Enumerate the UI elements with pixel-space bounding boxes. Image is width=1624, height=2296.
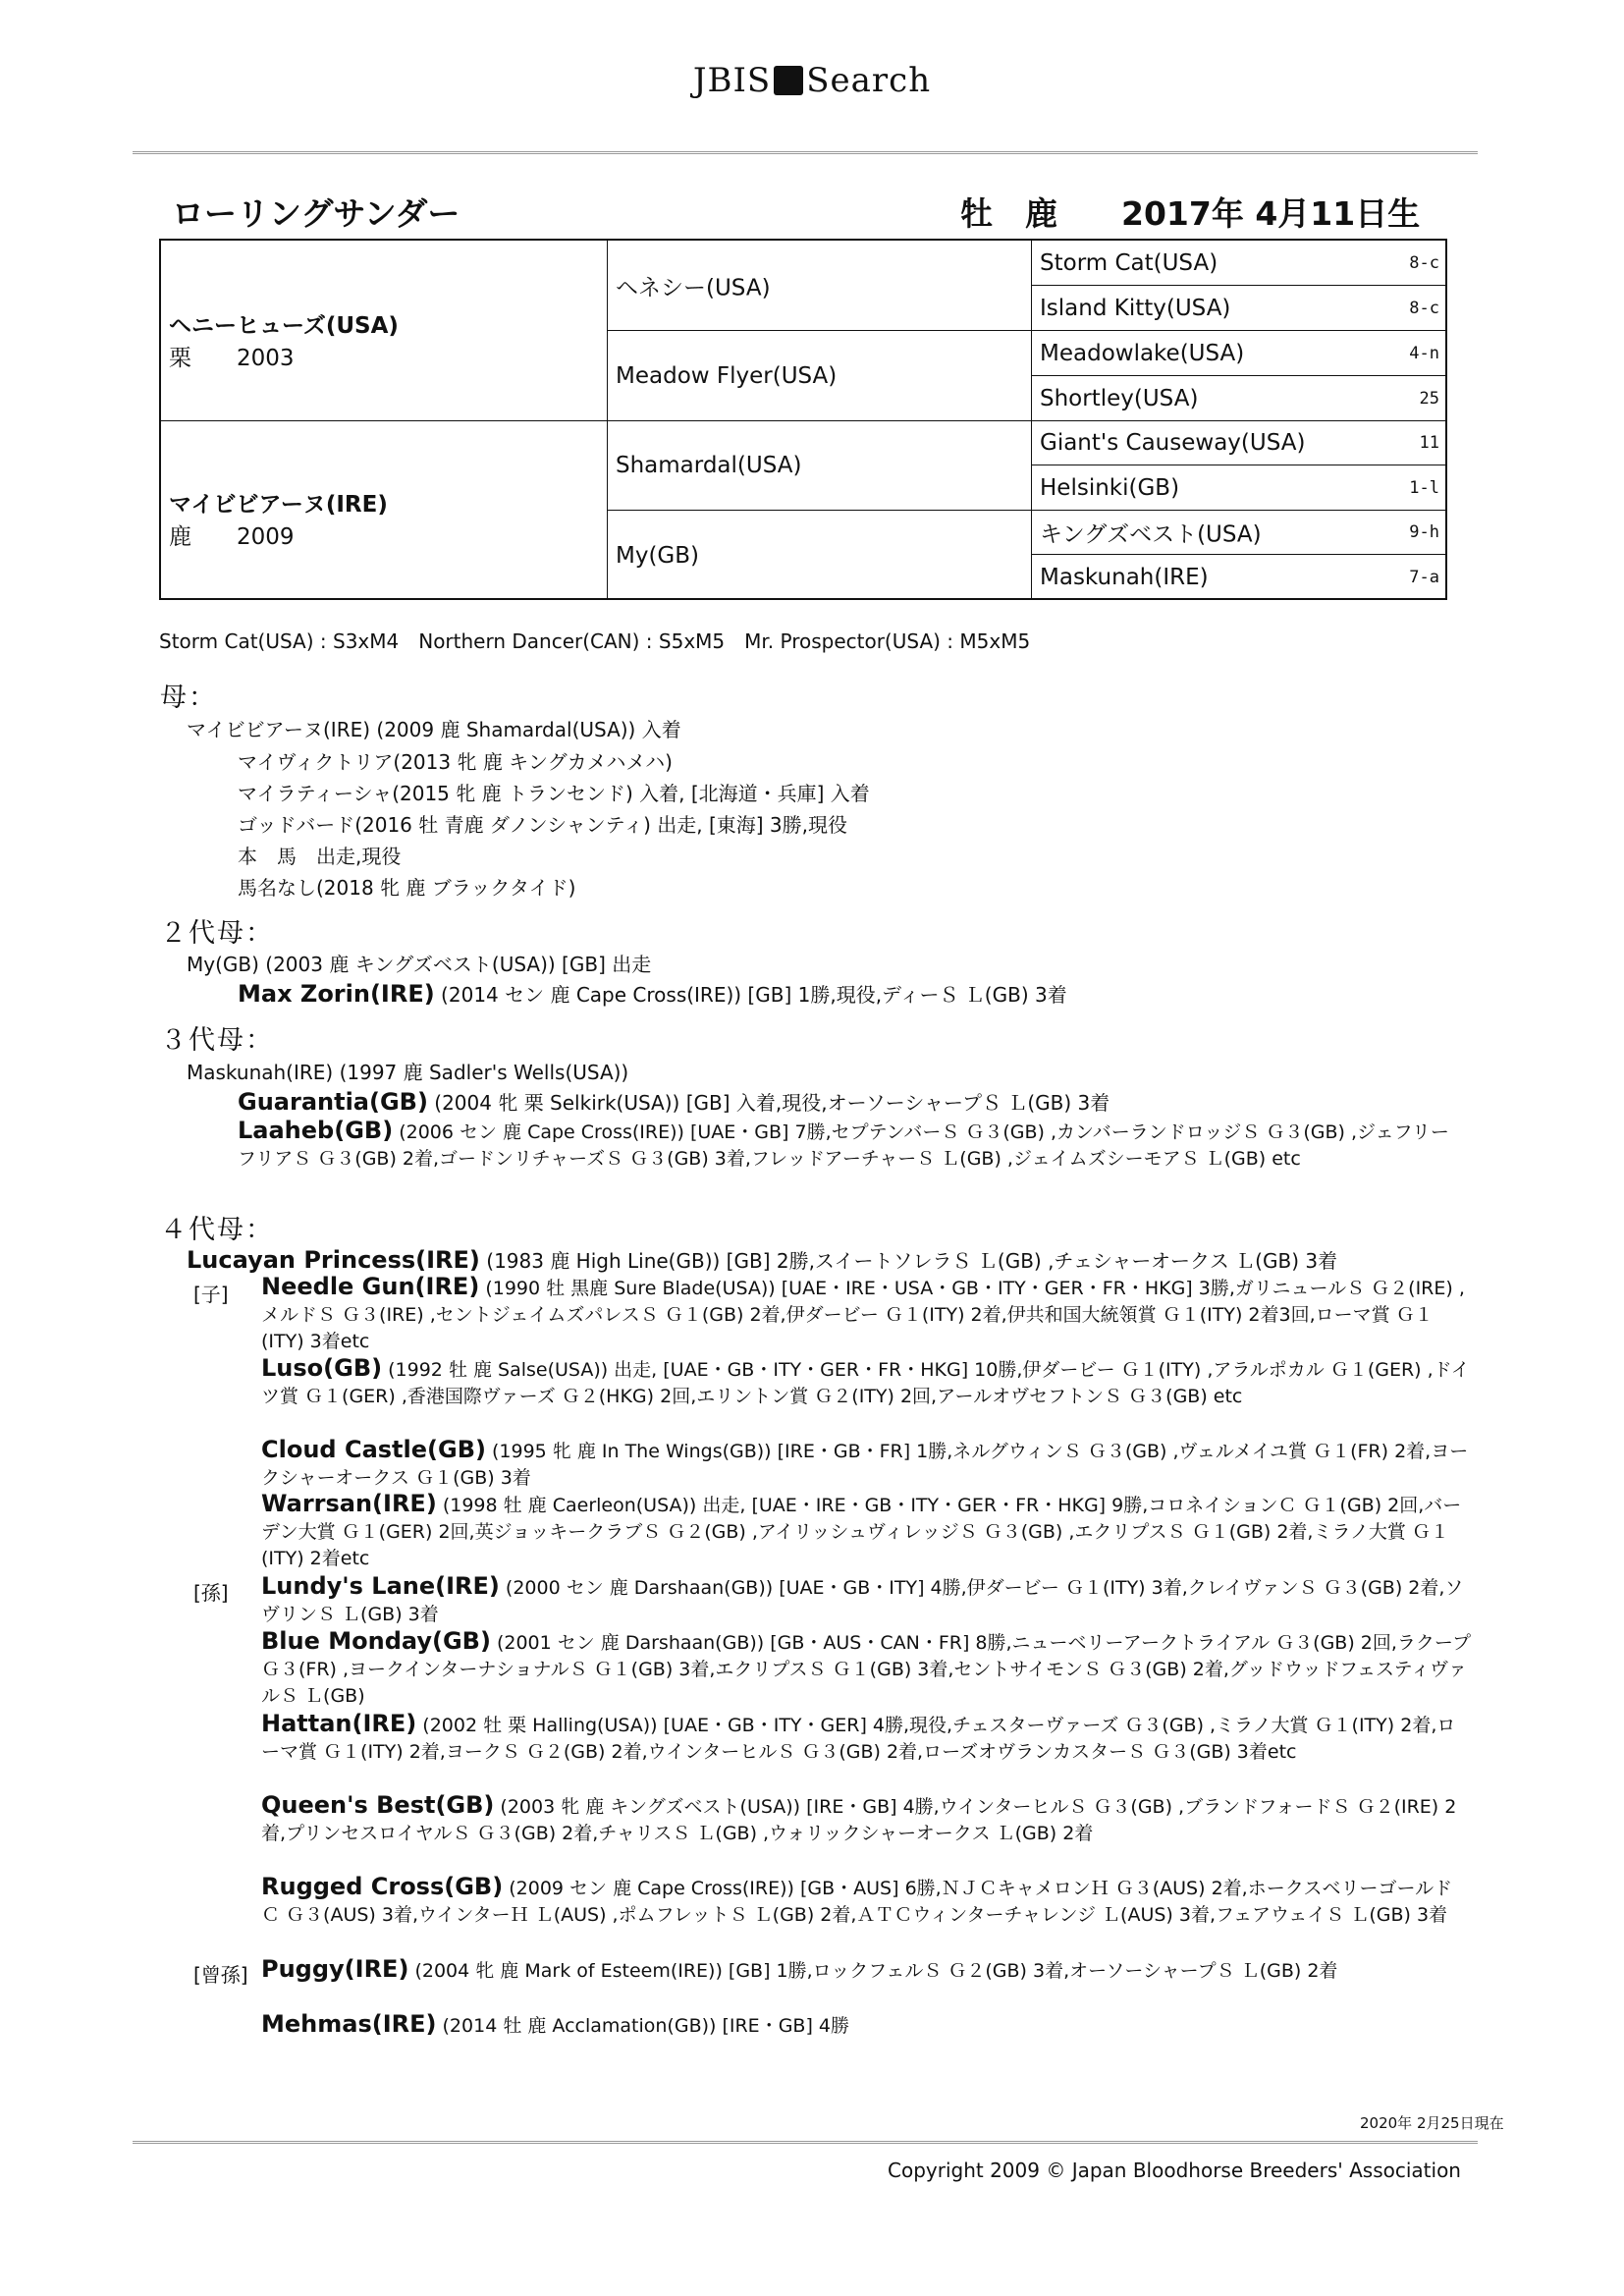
dam-child-item: 本 馬 出走,現役	[238, 845, 402, 868]
horse-sex-color: 牡 鹿	[960, 194, 1057, 233]
greatgrandparent-name: キングズベスト(USA)	[1040, 521, 1262, 548]
grandparent-name: ヘネシー(USA)	[616, 275, 771, 301]
header-divider	[133, 151, 1478, 154]
descendant-info: (2001 セン 鹿 Darshaan(GB)) [GB・AUS・CAN・FR] 8勝,ニューベリーアークトライアル Ｇ３(GB) 2回,ラクープ Ｇ３(FR) ,ヨークインターナショナルＳ Ｇ１(GB) 3着,エクリプスＳ Ｇ１(GB) 3着,セントサイモンＳ Ｇ３(GB) 2着,グッドウッドフェスティヴァルＳ Ｌ(GB)	[261, 1632, 1471, 1707]
third-dam-child-info: (2004 牝 栗 Selkirk(USA)) [GB] 入着,現役,オーソーシャープＳ Ｌ(GB) 3着	[427, 1091, 1110, 1115]
inbreeding-summary: Storm Cat(USA) : S3xM4 Northern Dancer(CAN) : S5xM5 Mr. Prospector(USA) : M5xM5	[159, 629, 1031, 653]
horse-birthdate: 2017年 4月11日生	[1121, 194, 1421, 233]
sire-info: 栗 2003	[169, 346, 295, 371]
generation-tag-greatgrandchild: [曾孫]	[193, 1963, 248, 1987]
horse-name: ローリングサンダー	[172, 194, 460, 233]
descendant-entry	[261, 1355, 1471, 1410]
greatgrandparent-name: Maskunah(IRE)	[1040, 565, 1209, 590]
dam-info: 鹿 2009	[169, 524, 295, 550]
generation-tag-grandchild: [孫]	[193, 1581, 229, 1605]
pedigree-greatgrandparent-cell	[1032, 465, 1445, 511]
descendant-name: Puggy(IRE)	[261, 1955, 409, 1983]
dam-child-item: マイヴィクトリア(2013 牝 鹿 キングカメハメハ)	[238, 750, 673, 774]
descendant-entry	[261, 1437, 1471, 1492]
third-dam-child-name: Laaheb(GB)	[238, 1117, 394, 1144]
descendant-info: (1992 牡 鹿 Salse(USA)) 出走, [UAE・GB・ITY・GER・FR・HKG] 10勝,伊ダービー Ｇ１(ITY) ,アラルポカル Ｇ１(GER) ,ドイツ賞 Ｇ１(GER) ,香港国際ヴァーズ Ｇ２(HKG) 2回,エリントン賞 Ｇ２(ITY) 2回,アールオヴセフトンＳ Ｇ３(GB) etc	[261, 1359, 1470, 1407]
logo-text-search: Search	[806, 61, 932, 100]
descendant-name: Hattan(IRE)	[261, 1710, 417, 1737]
pedigree-greatgrandparent-cell	[1032, 331, 1445, 376]
horse-logo-icon	[774, 66, 803, 95]
grandparent-name: Shamardal(USA)	[616, 453, 802, 478]
dam-name: マイビビアーヌ(IRE)	[169, 492, 388, 518]
dam-child-item: 馬名なし(2018 牝 鹿 ブラックタイド)	[238, 876, 576, 900]
pedigree-dam-cell	[161, 421, 608, 600]
grandparent-name: Meadow Flyer(USA)	[616, 362, 838, 389]
descendant-entry	[261, 1711, 1471, 1766]
dam-child-item: ゴッドバード(2016 牡 青鹿 ダノンシャンティ) 出走, [東海] 3勝,現役	[238, 813, 847, 837]
pedigree-greatgrandparent-cell	[1032, 376, 1445, 421]
descendant-info: (2000 セン 鹿 Darshaan(GB)) [UAE・GB・ITY] 4勝,伊ダービー Ｇ１(ITY) 3着,クレイヴァンＳ Ｇ３(GB) 2着,ソヴリンＳ Ｌ(GB) 3着	[261, 1577, 1464, 1625]
descendant-info: (1995 牝 鹿 In The Wings(GB)) [IRE・GB・FR] 1勝,ネルグウィンＳ Ｇ３(GB) ,ヴェルメイユ賞 Ｇ１(FR) 2着,ヨークシャーオークス Ｇ１(GB) 3着	[261, 1441, 1469, 1489]
descendant-entry	[261, 1792, 1471, 1847]
descendant-entry	[261, 1491, 1471, 1572]
second-dam-entry	[187, 949, 651, 977]
dam-entry	[187, 714, 681, 742]
third-dam-name: Maskunah(IRE)	[187, 1061, 334, 1084]
family-number: 7-a	[1409, 568, 1439, 587]
descendant-entry	[261, 1874, 1471, 1929]
jbis-search-logo	[0, 61, 1624, 100]
pedigree-greatgrandparent-cell	[1032, 555, 1445, 600]
greatgrandparent-name: Meadowlake(USA)	[1040, 340, 1245, 366]
descendant-info: (2004 牝 鹿 Mark of Esteem(IRE)) [GB] 1勝,ロックフェルＳ Ｇ２(GB) 3着,オーソーシャープＳ Ｌ(GB) 2着	[408, 1960, 1338, 1982]
greatgrandparent-name: Giant's Causeway(USA)	[1040, 430, 1306, 456]
dam-heading: 母：	[160, 683, 217, 713]
descendant-name: Blue Monday(GB)	[261, 1627, 491, 1655]
greatgrandparent-name: Island Kitty(USA)	[1040, 295, 1231, 321]
dam-entry-info: (2009 鹿 Shamardal(USA)) 入着	[370, 718, 681, 741]
descendant-info: (2002 牡 栗 Halling(USA)) [UAE・GB・ITY・GER] 4勝,現役,チェスターヴァーズ Ｇ３(GB) ,ミラノ大賞 Ｇ１(ITY) 2着,ローマ賞 Ｇ１(ITY) 2着,ヨークＳ Ｇ２(GB) 2着,ウインターヒルＳ Ｇ３(GB) 2着,ローズオヴランカスターＳ Ｇ３(GB) 3着etc	[261, 1715, 1456, 1763]
descendant-entry	[261, 1274, 1471, 1355]
family-number: 8-c	[1409, 252, 1439, 273]
third-dam-child	[238, 1118, 1465, 1173]
descendant-info: (2014 牡 鹿 Acclamation(GB)) [IRE・GB] 4勝	[436, 2015, 849, 2037]
descendant-entry	[261, 1628, 1471, 1710]
descendant-info: (1990 牡 黒鹿 Sure Blade(USA)) [UAE・IRE・USA・GB・ITY・GER・FR・HKG] 3勝,ガリニュールＳ Ｇ２(IRE) ,メルドＳ Ｇ３(IRE) ,セントジェイムズパレスＳ Ｇ１(GB) 2着,伊ダービー Ｇ１(ITY) 2着,伊共和国大統領賞 Ｇ１(ITY) 2着3回,ローマ賞 Ｇ１(ITY) 3着etc	[261, 1278, 1465, 1352]
descendant-name: Cloud Castle(GB)	[261, 1436, 486, 1463]
descendant-entry	[261, 1956, 1471, 1985]
pedigree-sire-cell	[161, 241, 608, 421]
descendant-entry	[261, 1573, 1471, 1628]
greatgrandparent-name: Storm Cat(USA)	[1040, 249, 1218, 276]
second-dam-child-info: (2014 セン 鹿 Cape Cross(IRE)) [GB] 1勝,現役,ディーＳ Ｌ(GB) 3着	[434, 983, 1067, 1007]
pedigree-greatgrandparent-cell	[1032, 241, 1445, 286]
third-dam-entry	[187, 1057, 628, 1085]
pedigree-greatgrandparent-cell	[1032, 421, 1445, 465]
pedigree-grandparent-cell	[608, 331, 1032, 421]
sire-name: ヘニーヒューズ(USA)	[169, 313, 399, 339]
family-number: 8-c	[1409, 298, 1439, 318]
fourth-dam-info: (1983 鹿 High Line(GB)) [GB] 2勝,スイートソレラＳ Ｌ(GB) ,チェシャーオークス Ｌ(GB) 3着	[479, 1249, 1338, 1273]
family-number: 4-n	[1409, 343, 1439, 363]
descendant-name: Lundy's Lane(IRE)	[261, 1572, 500, 1600]
third-dam-info: (1997 鹿 Sadler's Wells(USA))	[333, 1061, 629, 1084]
second-dam-heading: ２代母：	[160, 918, 274, 949]
third-dam-child	[238, 1087, 1110, 1116]
pedigree-grandparent-cell	[608, 421, 1032, 511]
descendant-name: Rugged Cross(GB)	[261, 1873, 504, 1900]
as-of-date: 2020年 2月25日現在	[1360, 2114, 1504, 2132]
logo-text-jbis: JBIS	[692, 61, 772, 100]
fourth-dam-heading: ４代母：	[160, 1215, 274, 1245]
third-dam-child-name: Guarantia(GB)	[238, 1088, 428, 1116]
descendant-info: (1998 牡 鹿 Caerleon(USA)) 出走, [UAE・IRE・GB・ITY・GER・FR・HKG] 9勝,コロネイションＣ Ｇ１(GB) 2回,バーデン大賞 Ｇ１(GER) 2回,英ジョッキークラブＳ Ｇ２(GB) ,アイリッシュヴィレッジＳ Ｇ３(GB) ,エクリプスＳ Ｇ１(GB) 2着,ミラノ大賞 Ｇ１(ITY) 2着etc	[261, 1495, 1462, 1569]
third-dam-heading: ３代母：	[160, 1025, 274, 1056]
descendant-name: Warrsan(IRE)	[261, 1490, 437, 1517]
greatgrandparent-name: Helsinki(GB)	[1040, 474, 1180, 501]
grandparent-name: My(GB)	[616, 542, 700, 569]
footer-divider	[133, 2141, 1478, 2144]
second-dam-child-name: Max Zorin(IRE)	[238, 980, 435, 1008]
greatgrandparent-name: Shortley(USA)	[1040, 385, 1199, 411]
descendant-name: Needle Gun(IRE)	[261, 1273, 480, 1300]
descendant-name: Mehmas(IRE)	[261, 2010, 437, 2038]
family-number: 1-l	[1409, 477, 1439, 498]
dam-child-item: マイラティーシャ(2015 牝 鹿 トランセンド) 入着, [北海道・兵庫] 入着	[238, 782, 870, 805]
second-dam-info: (2003 鹿 キングズベスト(USA)) [GB] 出走	[258, 953, 652, 976]
family-number: 9-h	[1409, 522, 1439, 542]
pedigree-table	[159, 239, 1447, 600]
descendant-info: (2009 セン 鹿 Cape Cross(IRE)) [GB・AUS] 6勝,ＮＪＣキャメロンＨ Ｇ３(AUS) 2着,ホークスベリーゴールドＣ Ｇ３(AUS) 3着,ウインターＨ Ｌ(AUS) ,ポムフレットＳ Ｌ(GB) 2着,ＡＴＣウィンターチャレンジ Ｌ(AUS) 3着,フェアウェイＳ Ｌ(GB) 3着	[261, 1878, 1453, 1926]
pedigree-grandparent-cell	[608, 241, 1032, 331]
copyright-notice: Copyright 2009 © Japan Bloodhorse Breeders' Association	[888, 2159, 1461, 2182]
pedigree-grandparent-cell	[608, 511, 1032, 600]
family-number: 11	[1419, 433, 1439, 453]
third-dam-child-info: (2006 セン 鹿 Cape Cross(IRE)) [UAE・GB] 7勝,セプテンバーＳ Ｇ３(GB) ,カンバーランドロッジＳ Ｇ３(GB) ,ジェフリーフリアＳ Ｇ３(GB) 2着,ゴードンリチャーズＳ Ｇ３(GB) 3着,フレッドアーチャーＳ Ｌ(GB) ,ジェイムズシーモアＳ Ｌ(GB) etc	[238, 1121, 1449, 1170]
second-dam-child	[238, 979, 1067, 1008]
descendant-name: Queen's Best(GB)	[261, 1791, 495, 1819]
pedigree-greatgrandparent-cell	[1032, 286, 1445, 331]
pedigree-greatgrandparent-cell	[1032, 511, 1445, 555]
family-number: 25	[1419, 388, 1439, 409]
dam-entry-name: マイビビアーヌ(IRE)	[187, 718, 371, 741]
descendant-info: (2003 牝 鹿 キングズベスト(USA)) [IRE・GB] 4勝,ウインターヒルＳ Ｇ３(GB) ,ブランドフォードＳ Ｇ２(IRE) 2着,プリンセスロイヤルＳ Ｇ３(GB) 2着,チャリスＳ Ｌ(GB) ,ウォリックシャーオークス Ｌ(GB) 2着	[261, 1796, 1457, 1844]
generation-tag-child: [子]	[193, 1283, 229, 1306]
second-dam-name: My(GB)	[187, 953, 259, 976]
fourth-dam-name: Lucayan Princess(IRE)	[187, 1246, 480, 1274]
descendant-name: Luso(GB)	[261, 1354, 383, 1382]
fourth-dam-entry	[187, 1245, 1337, 1274]
descendant-entry	[261, 2011, 1471, 2040]
